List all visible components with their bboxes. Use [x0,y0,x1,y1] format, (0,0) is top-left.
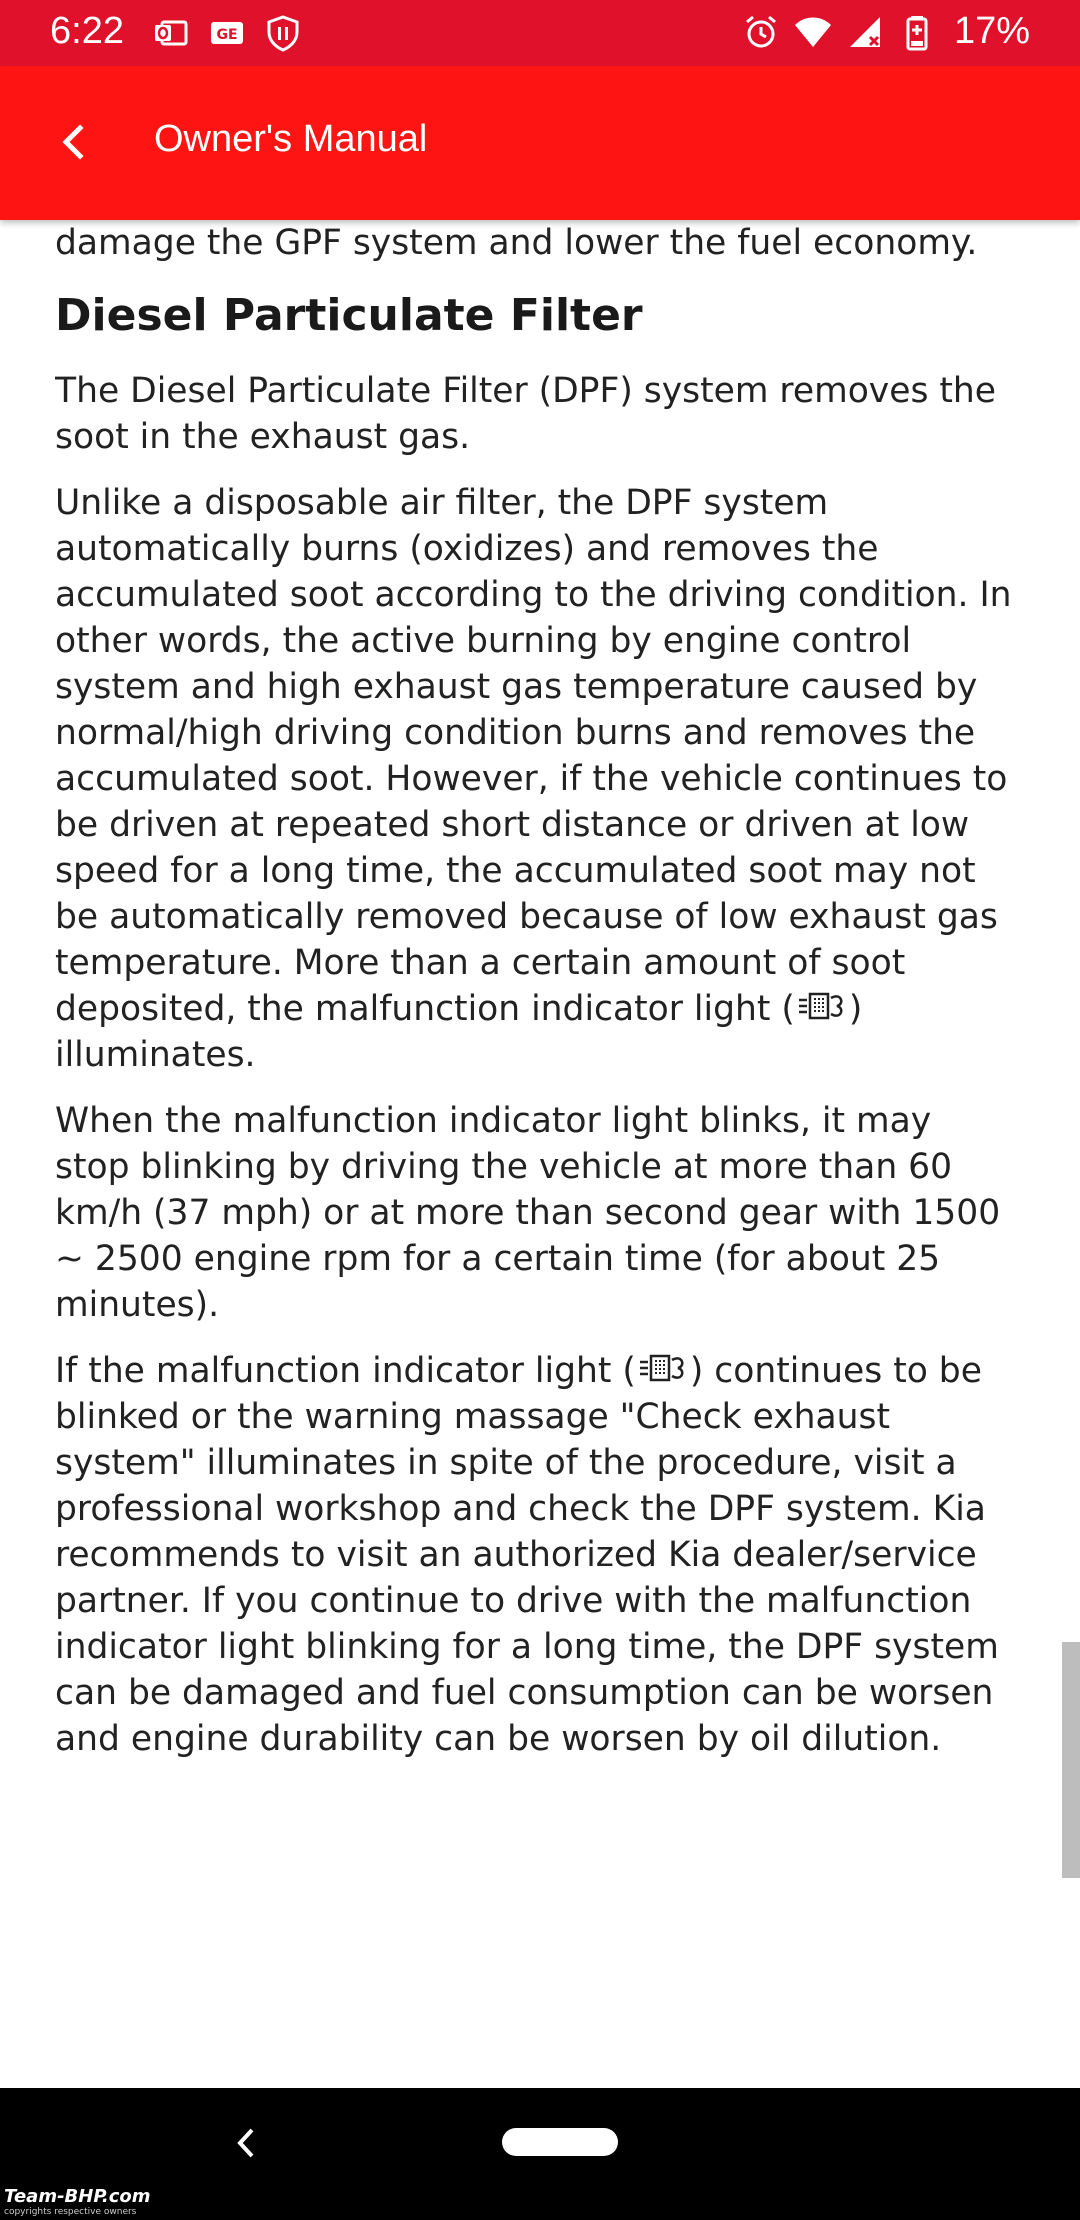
page-title: Owner's Manual [154,118,428,160]
notification-icons [152,14,302,52]
paragraph-text: ) continues to be blinked or the warning massage "Check exhaust system" illuminates in spite of the procedure, visit a professional workshop and check the DPF system. Kia recommends to visit an authorized Kia dealer/service partner. If you continue to drive with the malfunction indicator light blinking for a long time, the DPF system can be damaged and fuel consumption can be worsen and engine durability can be worsen by oil dilution. [55,1351,999,1759]
home-pill-button[interactable] [502,2128,618,2156]
nav-back-icon[interactable] [222,2118,272,2168]
outlook-icon [152,14,190,52]
watermark-brand: Team-BHP.com [4,2186,151,2207]
watermark [4,2186,151,2217]
dpf-indicator-icon [795,986,849,1026]
dpf-indicator-icon [636,1348,690,1388]
battery-percent: 17% [953,10,1030,52]
manual-content[interactable] [55,220,1015,2088]
app-bar [0,66,1080,220]
svg-text:GE: GE [216,27,238,43]
navigation-bar [0,2088,1080,2220]
paragraph-dpf-intro: The Diesel Particulate Filter (DPF) system removes the soot in the exhaust gas. [55,371,997,457]
gmail-icon [208,14,246,52]
paragraph-warning [55,1348,1015,1762]
paragraph-text: Unlike a disposable air filter, the DPF system automatically burns (oxidizes) and removes the accumulated soot according to the driving condition. In other words, the active burning by engine control system and high exhaust gas temperature caused by normal/high driving condition burns and removes the accumulated soot. However, if the vehicle continues to be driven at repeated short distance or driven at low speed for a long time, the accumulated soot may not be automatically removed because of low exhaust gas temperature. More than a certain amount of soot deposited, the malfunction indicator light ( [55,483,1012,1029]
status-time: 6:22 [50,10,124,52]
status-bar [0,0,1080,66]
battery-icon [898,13,936,51]
back-arrow-icon[interactable] [44,112,104,172]
wifi-icon [794,13,832,51]
alarm-icon [742,13,780,51]
signal-icon [846,13,884,51]
paragraph-text: If the malfunction indicator light ( [55,1351,636,1391]
shield-icon [264,14,302,52]
paragraph-indicator-blinks: When the malfunction indicator light blinks, it may stop blinking by driving the vehicle at more than 60 km/h (37 mph) or at more than second gear with 1500 ~ 2500 engine rpm for a certain time (for about 25 minutes). [55,1101,1001,1325]
section-heading: Diesel Particulate Filter [55,290,643,341]
paragraph-dpf-operation [55,480,1015,1078]
paragraph-text: ) illuminates. [55,989,863,1075]
cutoff-paragraph: damage the GPF system and lower the fuel economy. [55,223,978,263]
watermark-subtitle: copyrights respective owners [4,2207,137,2217]
scrollbar-thumb[interactable] [1062,1642,1080,1878]
system-icons [742,10,1030,53]
